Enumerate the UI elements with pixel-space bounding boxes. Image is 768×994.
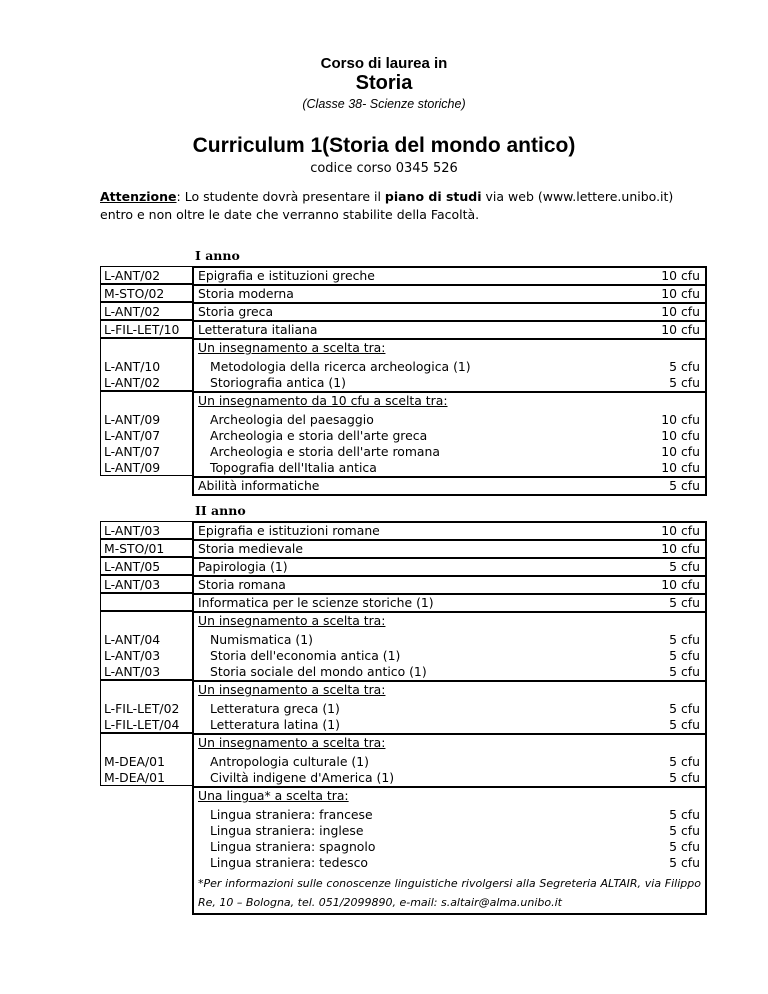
credits: 10 cfu bbox=[661, 460, 700, 475]
table-row bbox=[104, 541, 705, 557]
credits: 5 cfu bbox=[669, 807, 700, 822]
course-name: Storia romana bbox=[198, 577, 286, 592]
course-name: Storia greca bbox=[198, 304, 274, 319]
course-name: Lingua straniera: inglese bbox=[210, 823, 364, 838]
course-name: Archeologia e storia dell'arte romana bbox=[210, 444, 440, 459]
sector-code: L-FIL-LET/10 bbox=[104, 322, 180, 337]
credits: 5 cfu bbox=[669, 664, 700, 679]
course-name: Epigrafia e istituzioni greche bbox=[198, 268, 375, 283]
table-row bbox=[104, 648, 705, 664]
credits: 10 cfu bbox=[661, 541, 700, 556]
table-row bbox=[104, 428, 705, 444]
course-cell bbox=[104, 575, 707, 593]
course-name: Topografia dell'Italia antica bbox=[210, 460, 377, 475]
credits: 5 cfu bbox=[669, 823, 700, 838]
course-name: Storiografia antica (1) bbox=[210, 375, 346, 390]
notice-text: via web (www.lettere.unibo.it) entro e non oltre le date che verranno stabilite della Facoltà. bbox=[100, 189, 674, 222]
course-cell bbox=[104, 733, 707, 786]
table-row bbox=[104, 754, 705, 770]
credits: 10 cfu bbox=[661, 444, 700, 459]
credits: 5 cfu bbox=[669, 559, 700, 574]
sector-code: L-ANT/05 bbox=[104, 559, 161, 574]
course-name: Lingua straniera: spagnolo bbox=[210, 839, 376, 854]
degree-label: Corso di laurea in bbox=[320, 55, 448, 72]
course-name: Informatica per le scienze storiche (1) bbox=[198, 595, 434, 610]
course-group bbox=[100, 266, 707, 284]
course-cell bbox=[192, 593, 707, 611]
credits: 5 cfu bbox=[669, 717, 700, 732]
course-group bbox=[100, 611, 707, 680]
course-group bbox=[100, 575, 707, 593]
credits: 5 cfu bbox=[669, 595, 700, 610]
choice-header: Un insegnamento a scelta tra: bbox=[198, 613, 386, 628]
course-group bbox=[100, 320, 707, 338]
credits: 5 cfu bbox=[669, 478, 700, 493]
course-cell bbox=[104, 557, 707, 575]
table-row bbox=[104, 717, 705, 733]
table-row bbox=[194, 855, 705, 871]
credits: 5 cfu bbox=[669, 648, 700, 663]
credits: 5 cfu bbox=[669, 839, 700, 854]
sector-code: L-ANT/09 bbox=[104, 412, 161, 427]
sector-code: L-ANT/07 bbox=[104, 444, 161, 459]
course-cell bbox=[104, 521, 707, 539]
credits: 5 cfu bbox=[669, 701, 700, 716]
curriculum-title: Curriculum 1(Storia del mondo antico) bbox=[192, 134, 576, 157]
credits: 10 cfu bbox=[661, 428, 700, 443]
sector-code: L-FIL-LET/04 bbox=[104, 717, 180, 732]
sector-code: L-ANT/09 bbox=[104, 460, 161, 475]
course-title: Storia bbox=[355, 72, 413, 94]
table-row bbox=[104, 632, 705, 648]
choice-header: Un insegnamento a scelta tra: bbox=[198, 340, 386, 355]
course-group bbox=[100, 302, 707, 320]
table-row bbox=[104, 664, 705, 680]
sector-code: L-ANT/03 bbox=[104, 523, 161, 538]
course-cell bbox=[104, 266, 707, 284]
sector-code: L-ANT/07 bbox=[104, 428, 161, 443]
course-name: Antropologia culturale (1) bbox=[210, 754, 369, 769]
sector-code: L-ANT/03 bbox=[104, 577, 161, 592]
table-row bbox=[104, 375, 705, 391]
choice-header: Un insegnamento a scelta tra: bbox=[198, 735, 386, 750]
table-row bbox=[104, 412, 705, 428]
class-label: (Classe 38- Scienze storiche) bbox=[302, 97, 466, 111]
course-group bbox=[100, 284, 707, 302]
choice-header: Una lingua* a scelta tra: bbox=[198, 788, 349, 803]
table-row bbox=[194, 839, 705, 855]
course-name: Storia sociale del mondo antico (1) bbox=[210, 664, 427, 679]
year-1-table bbox=[100, 266, 707, 496]
sector-code: M-STO/02 bbox=[104, 286, 165, 301]
course-name: Papirologia (1) bbox=[198, 559, 288, 574]
course-name: Metodologia della ricerca archeologica (1) bbox=[210, 359, 471, 374]
sector-code: L-ANT/10 bbox=[104, 359, 161, 374]
notice bbox=[100, 188, 710, 224]
notice-text: : Lo studente dovrà presentare il bbox=[176, 189, 385, 204]
sector-code: L-ANT/04 bbox=[104, 632, 161, 647]
credits: 10 cfu bbox=[661, 577, 700, 592]
course-group bbox=[100, 680, 707, 733]
table-row bbox=[194, 823, 705, 839]
choice-header: Un insegnamento a scelta tra: bbox=[198, 682, 386, 697]
credits: 10 cfu bbox=[661, 286, 700, 301]
course-cell bbox=[192, 786, 707, 915]
course-name: Storia dell'economia antica (1) bbox=[210, 648, 401, 663]
course-name: Letteratura greca (1) bbox=[210, 701, 340, 716]
credits: 5 cfu bbox=[669, 375, 700, 390]
course-group bbox=[100, 733, 707, 786]
table-row bbox=[194, 478, 705, 494]
year-title: II anno bbox=[195, 503, 246, 518]
table-row bbox=[104, 770, 705, 786]
course-cell bbox=[104, 391, 707, 476]
sector-code: M-STO/01 bbox=[104, 541, 165, 556]
course-cell bbox=[104, 338, 707, 391]
table-row bbox=[104, 559, 705, 575]
course-group bbox=[100, 338, 707, 391]
footnote: *Per informazioni sulle conoscenze linguistiche rivolgersi alla Segreteria ALTAIR, via Filippo Re, 10 – Bologna, tel. 051/2099890, e-mail: s.altair@alma.unibo.it bbox=[198, 877, 701, 909]
course-cell bbox=[104, 539, 707, 557]
table-row bbox=[104, 286, 705, 302]
sector-code: L-FIL-LET/02 bbox=[104, 701, 180, 716]
course-name: Storia medievale bbox=[198, 541, 303, 556]
course-cell bbox=[104, 320, 707, 338]
course-name: Archeologia e storia dell'arte greca bbox=[210, 428, 428, 443]
table-row bbox=[104, 268, 705, 284]
credits: 5 cfu bbox=[669, 632, 700, 647]
sector-code: L-ANT/03 bbox=[104, 664, 161, 679]
table-row bbox=[104, 444, 705, 460]
sector-code: L-ANT/03 bbox=[104, 648, 161, 663]
course-group bbox=[100, 786, 707, 915]
course-group bbox=[100, 476, 707, 496]
table-row bbox=[194, 595, 705, 611]
course-name: Archeologia del paesaggio bbox=[210, 412, 374, 427]
choice-header: Un insegnamento da 10 cfu a scelta tra: bbox=[198, 393, 448, 408]
course-cell bbox=[192, 476, 707, 496]
course-group bbox=[100, 391, 707, 476]
course-code: codice corso 0345 526 bbox=[310, 161, 458, 176]
table-row bbox=[104, 701, 705, 717]
credits: 5 cfu bbox=[669, 770, 700, 785]
table-row bbox=[104, 460, 705, 476]
code-cell bbox=[100, 593, 192, 611]
year-2-table bbox=[100, 521, 707, 915]
course-cell bbox=[104, 680, 707, 733]
course-cell bbox=[104, 284, 707, 302]
course-name: Letteratura italiana bbox=[198, 322, 318, 337]
table-row bbox=[104, 304, 705, 320]
year-title: I anno bbox=[195, 248, 240, 263]
course-name: Storia moderna bbox=[198, 286, 294, 301]
course-cell bbox=[104, 611, 707, 680]
notice-label: Attenzione bbox=[100, 189, 177, 204]
course-group bbox=[100, 521, 707, 539]
course-name: Epigrafia e istituzioni romane bbox=[198, 523, 380, 538]
table-row bbox=[104, 322, 705, 338]
credits: 10 cfu bbox=[661, 304, 700, 319]
sector-code: M-DEA/01 bbox=[104, 770, 165, 785]
course-name: Numismatica (1) bbox=[210, 632, 313, 647]
credits: 5 cfu bbox=[669, 754, 700, 769]
course-name: Letteratura latina (1) bbox=[210, 717, 340, 732]
credits: 10 cfu bbox=[661, 268, 700, 283]
credits: 5 cfu bbox=[669, 855, 700, 870]
course-name: Abilità informatiche bbox=[198, 478, 320, 493]
table-row bbox=[194, 807, 705, 823]
sector-code: L-ANT/02 bbox=[104, 304, 161, 319]
course-name: Civiltà indigene d'America (1) bbox=[210, 770, 395, 785]
course-cell bbox=[104, 302, 707, 320]
credits: 10 cfu bbox=[661, 523, 700, 538]
table-row bbox=[104, 359, 705, 375]
table-row bbox=[104, 523, 705, 539]
sector-code: L-ANT/02 bbox=[104, 268, 161, 283]
course-group bbox=[100, 539, 707, 557]
course-group bbox=[100, 557, 707, 575]
course-name: Lingua straniera: francese bbox=[210, 807, 373, 822]
credits: 5 cfu bbox=[669, 359, 700, 374]
notice-bold: piano di studi bbox=[384, 189, 482, 204]
course-name: Lingua straniera: tedesco bbox=[210, 855, 368, 870]
sector-code: M-DEA/01 bbox=[104, 754, 165, 769]
credits: 10 cfu bbox=[661, 412, 700, 427]
table-row bbox=[104, 577, 705, 593]
course-group bbox=[100, 593, 707, 611]
credits: 10 cfu bbox=[661, 322, 700, 337]
sector-code: L-ANT/02 bbox=[104, 375, 161, 390]
